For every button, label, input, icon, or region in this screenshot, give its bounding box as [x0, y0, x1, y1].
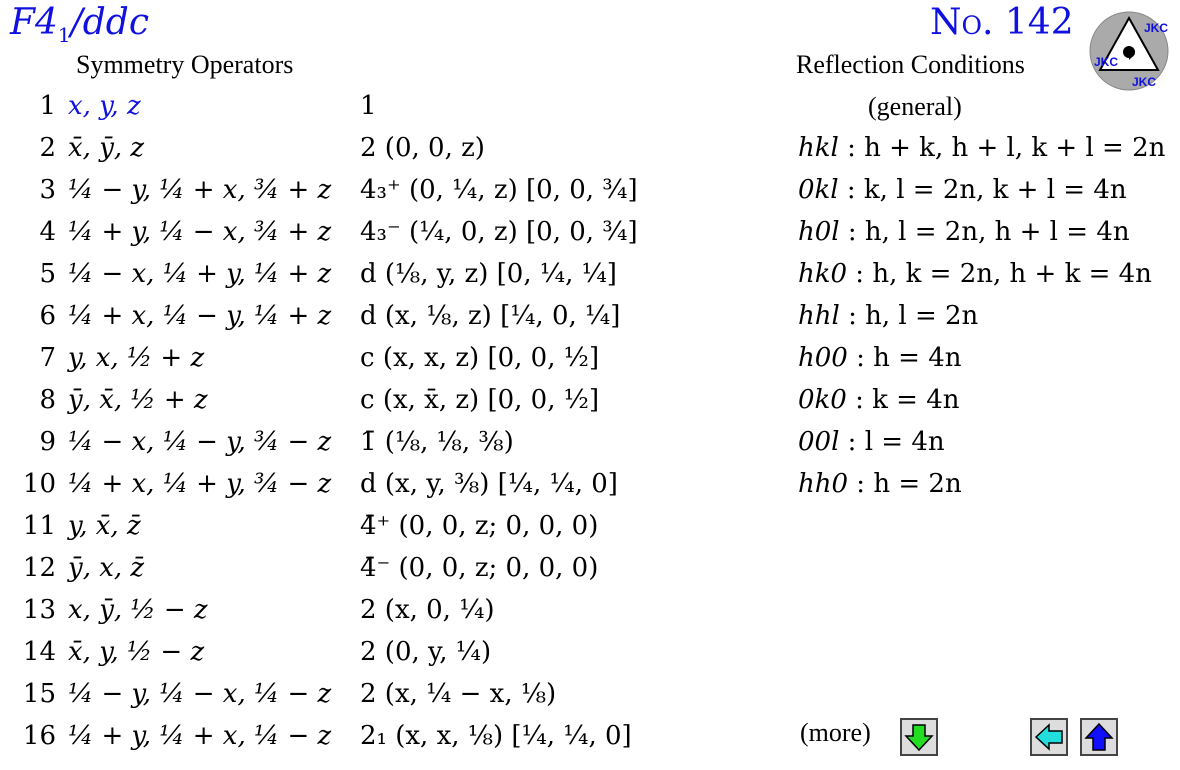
- operator-row: [0, 716, 760, 756]
- svg-text:JKC: JKC: [1144, 21, 1169, 35]
- operator-coordinates: ¼ + x, ¼ − y, ¼ + z: [68, 301, 332, 331]
- operator-index: 5: [39, 259, 56, 289]
- reflection-class: hhl: [798, 301, 840, 331]
- operator-coordinates: y, x, ½ + z: [68, 343, 205, 373]
- reflection-condition: h = 4n: [873, 343, 962, 373]
- operator-description: 4̄⁺ (0, 0, z; 0, 0, 0): [360, 511, 599, 541]
- previous-button[interactable]: [1030, 718, 1068, 756]
- operator-row: [0, 128, 760, 168]
- reflection-class: hkl: [798, 133, 839, 163]
- operator-coordinates: ¼ − x, ¼ + y, ¼ + z: [68, 259, 332, 289]
- operator-coordinates: ¼ − x, ¼ − y, ¾ − z: [68, 427, 332, 457]
- down-arrow-icon: [904, 722, 934, 752]
- space-group-number: No. 142: [930, 2, 1074, 43]
- reflection-separator: :: [848, 469, 874, 499]
- general-label: (general): [868, 92, 962, 121]
- reflection-condition: h + k, h + l, k + l = 2n: [864, 133, 1166, 163]
- operator-description: 2 (0, 0, z): [360, 133, 485, 163]
- operator-row: [0, 422, 760, 462]
- operator-index: 3: [39, 175, 56, 205]
- operator-description: c (x, x̄, z) [0, 0, ½]: [360, 385, 600, 415]
- more-button[interactable]: [900, 718, 938, 756]
- operator-index: 14: [22, 637, 56, 667]
- operator-coordinates: ȳ, x, z̄: [68, 553, 145, 583]
- reflection-separator: :: [839, 301, 866, 331]
- operator-description: c (x, x, z) [0, 0, ½]: [360, 343, 600, 373]
- reflection-condition: h, l = 2n, h + l = 4n: [864, 217, 1130, 247]
- jkc-logo: [1088, 10, 1170, 92]
- operator-coordinates: x̄, y, ½ − z: [68, 637, 205, 667]
- operator-index: 4: [39, 217, 56, 247]
- operator-coordinates[interactable]: x, y, z: [68, 91, 141, 121]
- operator-description: 2₁ (x, x, ⅛) [¼, ¼, 0]: [360, 721, 632, 751]
- up-arrow-icon: [1084, 722, 1114, 752]
- reflection-class: hk0: [798, 259, 848, 289]
- operator-row: [0, 170, 760, 210]
- reflection-class: 0k0: [798, 385, 847, 415]
- operator-index: 1: [39, 91, 56, 121]
- reflection-class: 0kl: [798, 175, 839, 205]
- operator-index: 11: [22, 511, 56, 541]
- operator-row: [0, 464, 760, 504]
- reflection-condition: h, k = 2n, h + k = 4n: [872, 259, 1152, 289]
- operator-index: 12: [22, 553, 56, 583]
- reflection-class: 00l: [798, 427, 840, 457]
- operator-row: [0, 86, 760, 126]
- operator-coordinates: ¼ + y, ¼ + x, ¼ − z: [68, 721, 332, 751]
- reflection-condition: h = 2n: [873, 469, 962, 499]
- operator-coordinates: x, ȳ, ½ − z: [68, 595, 208, 625]
- operator-description: d (x, y, ⅜) [¼, ¼, 0]: [360, 469, 618, 499]
- operator-description: 2 (0, y, ¼): [360, 637, 492, 667]
- reflection-condition-row: [798, 128, 1165, 168]
- operator-description: 2 (x, ¼ − x, ⅛): [360, 679, 557, 709]
- operator-description: 2 (x, 0, ¼): [360, 595, 495, 625]
- operator-coordinates: ȳ, x̄, ½ + z: [68, 385, 208, 415]
- operator-coordinates: x̄, ȳ, z: [68, 133, 145, 163]
- operator-index: 6: [39, 301, 56, 331]
- reflection-condition-row: [798, 422, 945, 462]
- reflection-separator: :: [839, 427, 865, 457]
- reflection-condition: l = 4n: [864, 427, 945, 457]
- operator-coordinates: ¼ + x, ¼ + y, ¾ − z: [68, 469, 332, 499]
- operator-coordinates: y, x̄, z̄: [68, 511, 141, 541]
- svg-text:JKC: JKC: [1094, 55, 1119, 69]
- operator-row: [0, 380, 760, 420]
- reflection-class: hh0: [798, 469, 849, 499]
- reflection-condition: k, l = 2n, k + l = 4n: [863, 175, 1127, 205]
- operator-index: 8: [39, 385, 56, 415]
- reflection-condition-row: [798, 338, 962, 378]
- operator-coordinates: ¼ − y, ¼ − x, ¼ − z: [68, 679, 332, 709]
- reflection-separator: :: [847, 259, 873, 289]
- svg-text:JKC: JKC: [1132, 75, 1157, 89]
- reflection-condition: h, l = 2n: [865, 301, 979, 331]
- operator-description: 4̄⁻ (0, 0, z; 0, 0, 0): [360, 553, 599, 583]
- operator-row: [0, 296, 760, 336]
- reflection-condition-row: [798, 296, 978, 336]
- operator-description: 1̄ (⅛, ⅛, ⅜): [360, 427, 514, 457]
- operator-index: 2: [39, 133, 56, 163]
- operator-description: 4₃⁺ (0, ¼, z) [0, 0, ¾]: [360, 175, 638, 205]
- operator-coordinates: ¼ − y, ¼ + x, ¾ + z: [68, 175, 332, 205]
- reflection-condition-row: [798, 464, 962, 504]
- operator-index: 9: [39, 427, 56, 457]
- operator-description: d (⅛, y, z) [0, ¼, ¼]: [360, 259, 617, 289]
- reflection-class: h0l: [798, 217, 840, 247]
- more-label: (more): [800, 718, 871, 747]
- operator-description: 1: [360, 91, 377, 121]
- operator-description: d (x, ⅛, z) [¼, 0, ¼]: [360, 301, 621, 331]
- operator-index: 15: [22, 679, 56, 709]
- left-arrow-icon: [1034, 722, 1064, 752]
- operator-index: 16: [22, 721, 56, 751]
- reflection-condition-row: [798, 212, 1130, 252]
- space-group-title: $F4_1$/ddc: [10, 2, 150, 48]
- operator-row: [0, 548, 760, 588]
- reflection-class: h00: [798, 343, 848, 373]
- operator-row: [0, 590, 760, 630]
- reflection-condition-row: [798, 254, 1152, 294]
- reflection-condition-row: [798, 380, 960, 420]
- operator-index: 7: [39, 343, 56, 373]
- reflection-separator: :: [839, 217, 865, 247]
- operator-row: [0, 632, 760, 672]
- operator-row: [0, 674, 760, 714]
- operator-row: [0, 254, 760, 294]
- operator-row: [0, 212, 760, 252]
- operator-index: 10: [22, 469, 56, 499]
- reflection-conditions-heading: Reflection Conditions: [796, 50, 1025, 79]
- operator-description: 4₃⁻ (¼, 0, z) [0, 0, ¾]: [360, 217, 638, 247]
- symmetry-operators-heading: Symmetry Operators: [76, 50, 294, 79]
- reflection-separator: :: [838, 133, 865, 163]
- operator-index: 13: [22, 595, 56, 625]
- operator-coordinates: ¼ + y, ¼ − x, ¾ + z: [68, 217, 332, 247]
- operator-row: [0, 338, 760, 378]
- reflection-separator: :: [846, 385, 873, 415]
- reflection-separator: :: [838, 175, 864, 205]
- operator-row: [0, 506, 760, 546]
- reflection-condition-row: [798, 170, 1127, 210]
- reflection-separator: :: [847, 343, 874, 373]
- up-button[interactable]: [1080, 718, 1118, 756]
- reflection-condition: k = 4n: [872, 385, 960, 415]
